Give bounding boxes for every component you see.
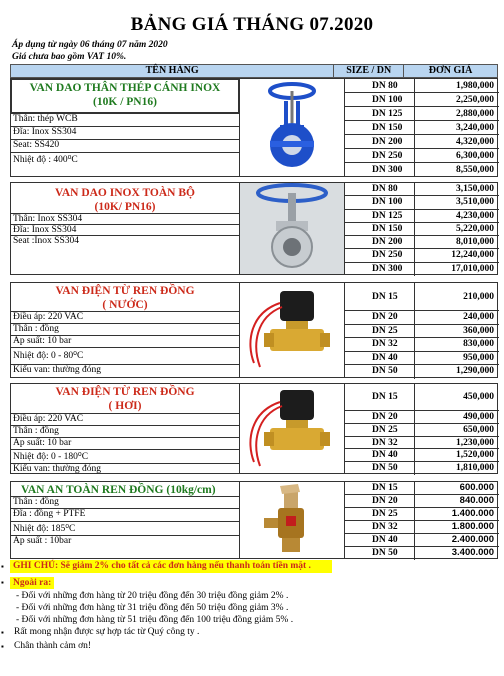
spec-line: Thân: thép WCB	[11, 113, 239, 126]
section-title: VAN ĐIỆN TỪ REN ĐỒNG ( NƯỚC)	[55, 285, 195, 311]
section-title: VAN DAO THÂN THÉP CÁNH INOX (10K / PN16)	[11, 79, 239, 113]
table-row: DN 300 8,550,000	[345, 163, 499, 177]
cooperation-note: Rất mong nhận được sự hợp tác từ Quý công ty .	[14, 627, 200, 637]
section-safety-valve	[10, 481, 498, 559]
table-header	[10, 64, 498, 78]
bullet-icon: ▪	[1, 562, 4, 571]
bullet-icon: ▪	[1, 578, 4, 587]
solenoid-water-image	[239, 283, 345, 377]
table-row: DN 80 1,980,000	[345, 79, 499, 93]
price-rows	[345, 79, 499, 177]
section-title: VAN ĐIỆN TỪ REN ĐỒNG ( HƠI)	[55, 386, 195, 412]
section-title: VAN AN TOÀN REN ĐỒNG (10kg/cm)	[21, 484, 216, 496]
table-row: DN 50 1,810,000	[345, 462, 499, 475]
solenoid-steam-image	[239, 384, 345, 473]
spec-line: Áp suất: 10 bar	[11, 437, 239, 449]
table-row: DN 25 360,000	[345, 325, 499, 339]
spec-line: Áp suất: 10 bar	[11, 335, 239, 347]
table-row: DN 50 1,290,000	[345, 365, 499, 379]
table-row: DN 15 600.000	[345, 482, 499, 495]
price-rows	[345, 384, 499, 475]
apply-date: Áp dụng từ ngày 06 tháng 07 năm 2020	[12, 40, 168, 50]
spec-line: Thân : đồng	[11, 425, 239, 437]
spec-line: Kiểu van: thường đóng	[11, 463, 239, 475]
table-row: DN 40 1,520,000	[345, 449, 499, 462]
table-row: DN 125 4,230,000	[345, 210, 499, 223]
spec-line: Điều áp: 220 VAC	[11, 311, 239, 323]
discount-line: - Đối với những đơn hàng từ 51 triệu đồng đến 100 triệu đồng giảm 5% .	[16, 615, 294, 625]
table-row: DN 250 6,300,000	[345, 149, 499, 163]
spec-line: Nhiệt độ: 185⁰C	[11, 521, 239, 535]
safety-valve-image	[239, 482, 345, 558]
section-gate-valve-steel	[10, 78, 498, 177]
table-row: DN 25 1.400.000	[345, 508, 499, 521]
table-row: DN 20 490,000	[345, 411, 499, 424]
spec-line: Seat :Inox SS304	[11, 235, 239, 276]
price-rows	[345, 482, 499, 560]
table-row: DN 20 840.000	[345, 495, 499, 508]
table-row: DN 200 8,010,000	[345, 236, 499, 249]
spec-line: Thân : đồng	[11, 496, 239, 508]
bullet-icon: ▪	[1, 628, 4, 637]
table-row: DN 32 1,230,000	[345, 437, 499, 450]
spec-line: Kiểu van: thường đóng	[11, 364, 239, 379]
table-row: DN 32 1.800.000	[345, 521, 499, 534]
table-row: DN 32 830,000	[345, 338, 499, 352]
table-row: DN 40 2.400.000	[345, 534, 499, 547]
section-gate-valve-inox	[10, 182, 498, 275]
header-price: ĐƠN GIÁ	[404, 65, 498, 78]
spec-line: Nhiệt độ: 0 - 80⁰C	[11, 347, 239, 364]
table-row: DN 150 3,240,000	[345, 121, 499, 135]
spec-line: Đĩa: Inox SS304	[11, 126, 239, 139]
spec-line: Điều áp: 220 VAC	[11, 413, 239, 425]
table-row: DN 250 12,240,000	[345, 249, 499, 262]
table-row: DN 100 3,510,000	[345, 196, 499, 209]
table-row: DN 20 240,000	[345, 311, 499, 325]
table-row: DN 40 950,000	[345, 352, 499, 366]
table-row: DN 100 2,250,000	[345, 93, 499, 107]
section-solenoid-water	[10, 282, 498, 378]
price-rows	[345, 283, 499, 379]
vat-note: Giá chưa bao gồm VAT 10%.	[12, 52, 127, 62]
spec-line: Thân: Inox SS304	[11, 213, 239, 224]
thanks-note: Chân thành cảm ơn!	[14, 641, 92, 651]
spec-line: Seat: SS420	[11, 139, 239, 152]
table-row: DN 300 17,010,000	[345, 263, 499, 276]
additional-label: Ngoài ra:	[10, 577, 54, 589]
table-row: DN 15 210,000	[345, 283, 499, 311]
discount-line: - Đối với những đơn hàng từ 31 triệu đồng đến 50 triệu đồng giảm 3% .	[16, 603, 289, 613]
header-name: TÊN HÀNG	[11, 65, 334, 78]
table-row: DN 15 450,000	[345, 384, 499, 411]
bullet-icon: ▪	[1, 642, 4, 651]
discount-line: - Đối với những đơn hàng từ 20 triệu đồng đến 30 triệu đồng giảm 2% .	[16, 591, 289, 601]
spec-line: Nhiệt độ : 400⁰C	[11, 152, 239, 178]
table-row: DN 150 5,220,000	[345, 223, 499, 236]
table-row: DN 25 650,000	[345, 424, 499, 437]
spec-line: Áp suất : 10bar	[11, 535, 239, 560]
gate-valve-image	[239, 79, 345, 176]
spec-line: Nhiệt độ: 0 - 180⁰C	[11, 449, 239, 463]
cash-discount-note: GHI CHÚ: Sẽ giảm 2% cho tất cả các đơn hàng nếu thanh toán tiền mặt .	[10, 560, 332, 573]
header-size: SIZE / DN	[334, 65, 404, 78]
section-solenoid-steam	[10, 383, 498, 474]
inox-valve-image	[239, 183, 345, 274]
table-row: DN 80 3,150,000	[345, 183, 499, 196]
spec-line: Đĩa : đồng + PTFE	[11, 508, 239, 521]
section-title: VAN DAO INOX TOÀN BỘ (10K/ PN16)	[55, 187, 195, 213]
spec-line: Đĩa: Inox SS304	[11, 224, 239, 235]
table-row: DN 200 4,320,000	[345, 135, 499, 149]
spec-line: Thân : đồng	[11, 323, 239, 335]
table-row: DN 125 2,880,000	[345, 107, 499, 121]
table-row: DN 50 3.400.000	[345, 547, 499, 560]
page-title: BẢNG GIÁ THÁNG 07.2020	[130, 14, 374, 35]
price-rows	[345, 183, 499, 276]
